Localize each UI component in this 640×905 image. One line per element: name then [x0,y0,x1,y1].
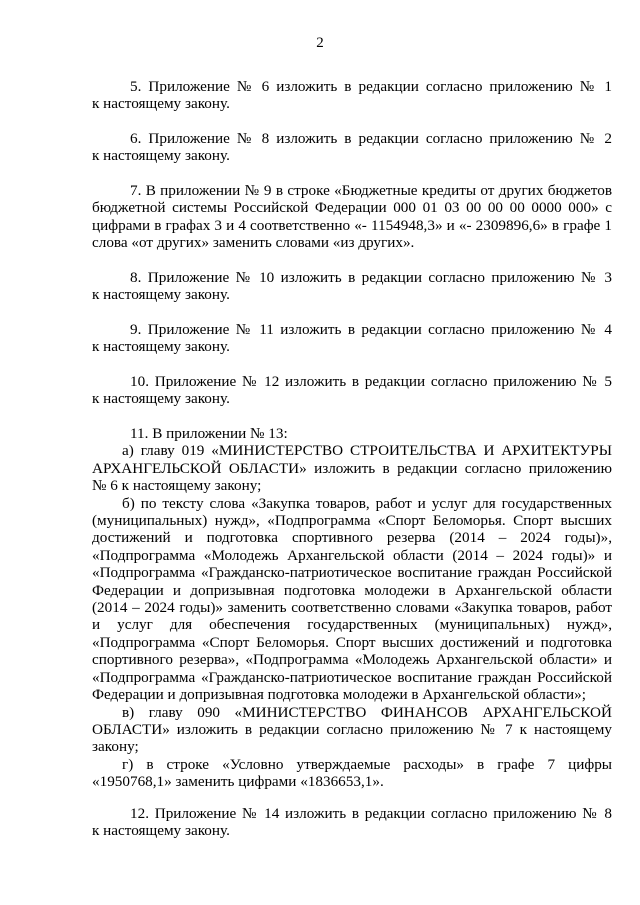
text-line: 10. Приложение № 12 изложить в редакции согласно приложению № 5 [130,373,612,390]
text-line: «1950768,1» заменить цифрами «1836653,1». [92,773,384,791]
text-line: (2014 – 2024 годы)» заменить соответственно словами «Закупка товаров, работ [92,599,612,617]
text-line: к настоящему закону. [92,286,230,304]
text-line: спортивного резерва», «Подпрограмма «Молодежь Архангельской области» и [92,651,612,669]
text-line: «Подпрограмма «Спорт Беломорья. Спорт высших достижений и подготовка [92,633,612,651]
text-line: ОБЛАСТИ» изложить в редакции согласно приложению № 7 к настоящему [92,720,612,738]
text-line: достижений и подготовка спортивного резерва (2014 – 2024 годы)», [92,529,612,547]
text-line: к настоящему закону. [92,147,230,165]
text-line: 5. Приложение № 6 изложить в редакции согласно приложению № 1 [130,78,612,95]
text-line: № 6 к настоящему закону; [92,477,262,495]
text-line: к настоящему закону. [92,338,230,356]
paragraph-9 [92,321,612,356]
page-number: 2 [316,35,324,51]
text-line: цифрами в графах 3 и 4 соответственно «- 1154948,3» и «- 2309896,6» в графе 1 [92,216,612,234]
text-line: «Подпрограмма «Гражданско-патриотическое воспитание граждан Российской [92,564,612,582]
text-line: (муниципальных) нужд», «Подпрограмма «Спорт Беломорья. Спорт высших [92,512,612,530]
text-line: б) по тексту слова «Закупка товаров, работ и услуг для государственных [122,494,612,512]
text-line: к настоящему закону. [92,822,230,840]
paragraph-5 [92,78,612,113]
text-line: к настоящему закону. [92,390,230,408]
paragraph-12 [92,805,612,840]
paragraph-6 [92,130,612,165]
text-line: 6. Приложение № 8 изложить в редакции согласно приложению № 2 [130,130,612,147]
text-line: 8. Приложение № 10 изложить в редакции согласно приложению № 3 [130,269,612,286]
text-line: 9. Приложение № 11 изложить в редакции согласно приложению № 4 [130,321,612,338]
paragraph-11 [92,425,612,791]
text-line: «Подпрограмма «Гражданско-патриотическое воспитание граждан Российской [92,668,612,686]
text-line: слова «от других» заменить словами «из других». [92,234,415,252]
text-line: а) главу 019 «МИНИСТЕРСТВО СТРОИТЕЛЬСТВА И АРХИТЕКТУРЫ [122,442,612,460]
paragraph-8 [92,269,612,304]
text-line: АРХАНГЕЛЬСКОЙ ОБЛАСТИ» изложить в редакции согласно приложению [92,459,612,477]
text-line: «Подпрограмма «Молодежь Архангельской области (2014 – 2024 годы)» и [92,546,612,564]
text-line: Федерации и допризывная подготовка молодежи в Архангельской области [92,581,612,599]
paragraph-7 [92,182,612,252]
text-line: бюджетной системы Российской Федерации 000 01 03 00 00 00 0000 000» с [92,199,612,217]
text-line: к настоящему закону. [92,95,230,113]
text-line: закону; [92,738,139,756]
text-line: 11. В приложении № 13: [130,425,288,442]
text-line: 7. В приложении № 9 в строке «Бюджетные кредиты от других бюджетов [130,182,612,199]
text-line: и услуг для обеспечения государственных (муниципальных) нужд», [92,616,612,634]
text-line: г) в строке «Условно утверждаемые расходы» в графе 7 цифры [122,755,612,773]
text-line: 12. Приложение № 14 изложить в редакции согласно приложению № 8 [130,805,612,822]
text-line: Федерации и допризывная подготовка молодежи в Архангельской области»; [92,686,586,704]
paragraph-10 [92,373,612,408]
text-line: в) главу 090 «МИНИСТЕРСТВО ФИНАНСОВ АРХАНГЕЛЬСКОЙ [122,703,612,721]
